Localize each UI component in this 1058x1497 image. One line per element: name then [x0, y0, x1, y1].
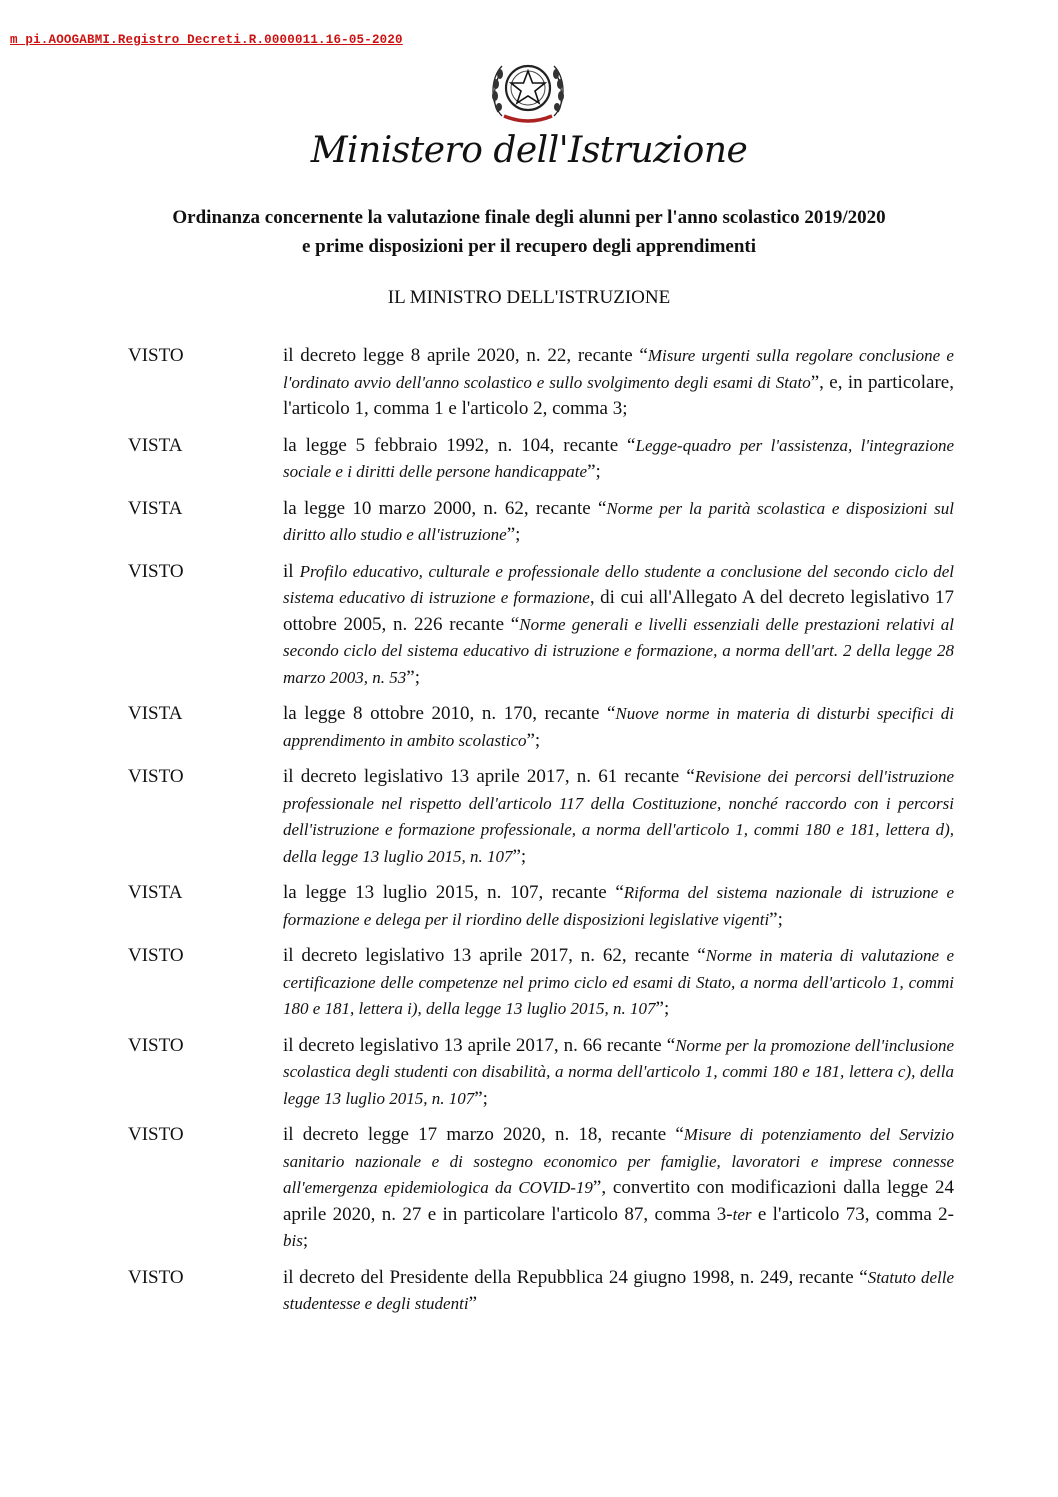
- recital-segment: il: [283, 560, 300, 582]
- recital-segment: il decreto legislativo 13 aprile 2017, n. 61 recante “: [283, 766, 695, 787]
- recital-label: VISTO: [128, 766, 184, 787]
- recital-text: [283, 1122, 954, 1255]
- recital-entry: [128, 559, 954, 692]
- recital-label: VISTO: [128, 1266, 184, 1288]
- title-line: e prime disposizioni per il recupero degli apprendimenti: [301, 236, 757, 257]
- recital-text: [283, 880, 954, 933]
- recital-citation: Norme in materia di valutazione e certificazione delle competenze nel primo ciclo ed esami di Stato, a norma dell'articolo 1, commi 180 e 181, lettera i), della legge 13 luglio 2015, n. 107: [283, 946, 954, 1018]
- recital-citation: Norme per la promozione dell'inclusione scolastica degli studenti con disabilità, a norma dell'articolo 1, commi 180 e 181, lettera c), della legge 13 luglio 2015, n. 107: [283, 1035, 955, 1108]
- recital-entry: [128, 701, 954, 754]
- recital-label: VISTO: [128, 1034, 184, 1056]
- recital-segment: ”;: [526, 729, 541, 751]
- recital-segment: il decreto legge 8 aprile 2020, n. 22, recante “: [283, 345, 648, 366]
- recital-segment: la legge 5 febbraio 1992, n. 104, recante “: [283, 434, 636, 456]
- recital-citation: Statuto delle studentesse e degli studenti: [283, 1267, 954, 1313]
- recital-label: VISTO: [128, 1124, 184, 1145]
- recital-segment: ;: [302, 1230, 309, 1251]
- recital-citation: Legge-quadro per l'assistenza, l'integrazione sociale e i diritti delle persone handicappate: [283, 435, 954, 481]
- document-title: [0, 203, 1058, 261]
- recital-text: [283, 496, 954, 549]
- recital-citation: Norme per la parità scolastica e disposizioni sul diritto allo studio e all'istruzione: [283, 498, 955, 544]
- protocol-stamp: m_pi.AOOGABMI.Registro Decreti.R.0000011.16-05-2020: [10, 33, 403, 47]
- recital-citation: ter: [732, 1204, 752, 1224]
- recital-entry: [128, 880, 954, 933]
- recital-segment: ”;: [655, 998, 670, 1019]
- recital-label: VISTO: [128, 345, 184, 366]
- recital-entry: [128, 496, 954, 549]
- recital-label: VISTA: [128, 703, 183, 724]
- recital-segment: , di cui all'Allegato A del decreto legislativo 17 ottobre 2005, n. 226 recante “: [283, 587, 954, 635]
- recital-entry: [128, 1033, 954, 1113]
- recital-segment: ”;: [769, 908, 783, 930]
- recital-citation: Nuove norme in materia di disturbi specifici di apprendimento in ambito scolastico: [283, 704, 954, 750]
- recital-citation: Profilo educativo, culturale e professionale dello studente a conclusione del secondo ciclo del sistema educativo di istruzione e formazione: [283, 561, 954, 607]
- recital-segment: la legge 10 marzo 2000, n. 62, recante “: [283, 497, 607, 519]
- recital-citation: Norme generali e livelli essenziali delle prestazioni relativi al secondo ciclo del sistema educativo di istruzione e formazione, a norma dell'art. 2 della legge 28 marzo 2003, n. 53: [283, 614, 955, 687]
- ministry-name: Ministero dell'Istruzione: [310, 130, 748, 171]
- recital-entry: [128, 943, 954, 1023]
- recital-entry: [128, 764, 954, 870]
- recital-segment: ”;: [512, 845, 527, 867]
- recital-entry: [128, 1265, 954, 1318]
- recital-entry: [128, 433, 954, 486]
- minister-heading: IL MINISTRO DELL'ISTRUZIONE: [387, 287, 671, 308]
- recital-segment: la legge 8 ottobre 2010, n. 170, recante “: [283, 703, 616, 724]
- recital-segment: il decreto legislativo 13 aprile 2017, n. 66 recante “: [283, 1034, 676, 1056]
- recital-citation: Revisione dei percorsi dell'istruzione professionale nel rispetto dell'articolo 117 della Costituzione, nonché raccordo con i percorsi dell'istruzione e formazione professionale, a norma dell'articolo 1, commi 180 e 181, lettera d), della legge 13 luglio 2015, n. 107: [283, 767, 955, 866]
- recital-citation: Misure urgenti sulla regolare conclusione e l'ordinato avvio dell'anno scolastico e sullo svolgimento degli esami di Stato: [283, 346, 954, 392]
- recital-text: [283, 701, 954, 754]
- recital-entry: [128, 343, 954, 423]
- recital-segment: ”, e, in particolare, l'articolo 1, comma 1 e l'articolo 2, comma 3;: [283, 371, 954, 419]
- recital-label: VISTA: [128, 882, 183, 903]
- recital-segment: il decreto del Presidente della Repubblica 24 giugno 1998, n. 249, recante “: [283, 1266, 868, 1288]
- recital-segment: ”;: [506, 524, 521, 545]
- recital-segment: ”;: [587, 461, 601, 482]
- recital-label: VISTO: [128, 560, 184, 582]
- recital-text: [283, 343, 954, 423]
- recital-segment: il decreto legge 17 marzo 2020, n. 18, recante “: [283, 1124, 684, 1145]
- recital-segment: il decreto legislativo 13 aprile 2017, n. 62, recante “: [283, 945, 706, 966]
- recital-segment: ”;: [406, 666, 420, 688]
- recital-text: [283, 1265, 954, 1318]
- recital-entry: [128, 1122, 954, 1255]
- recital-segment: e l'articolo 73, comma 2-: [751, 1203, 955, 1225]
- recital-text: [283, 943, 954, 1023]
- recital-segment: la legge 13 luglio 2015, n. 107, recante “: [283, 882, 624, 903]
- republic-emblem-icon: [488, 52, 568, 128]
- recital-text: [283, 1033, 954, 1113]
- recital-text: [283, 764, 954, 870]
- recital-segment: ”, convertito con modificazioni dalla legge 24 aprile 2020, n. 27 e in particolare l'articolo 87, comma 3-: [283, 1177, 954, 1225]
- recital-label: VISTO: [128, 945, 184, 966]
- recital-text: [283, 559, 954, 692]
- recital-text: [283, 433, 954, 486]
- recital-label: VISTA: [128, 497, 183, 519]
- recital-citation: bis: [283, 1231, 303, 1250]
- recital-citation: Misure di potenziamento del Servizio sanitario nazionale e di sostegno economico per famiglie, lavoratori e imprese connesse all'emergenza epidemiologica da COVID-19: [283, 1125, 954, 1197]
- recitals-list: [128, 343, 954, 1318]
- recital-segment: ”: [468, 1293, 477, 1314]
- recital-label: VISTA: [128, 434, 183, 456]
- title-line: Ordinanza concernente la valutazione finale degli alunni per l'anno scolastico 2019/2020: [172, 207, 886, 228]
- recital-citation: Riforma del sistema nazionale di istruzione e formazione e delega per il riordino delle disposizioni legislative vigenti: [283, 883, 955, 929]
- recital-segment: ”;: [474, 1087, 488, 1109]
